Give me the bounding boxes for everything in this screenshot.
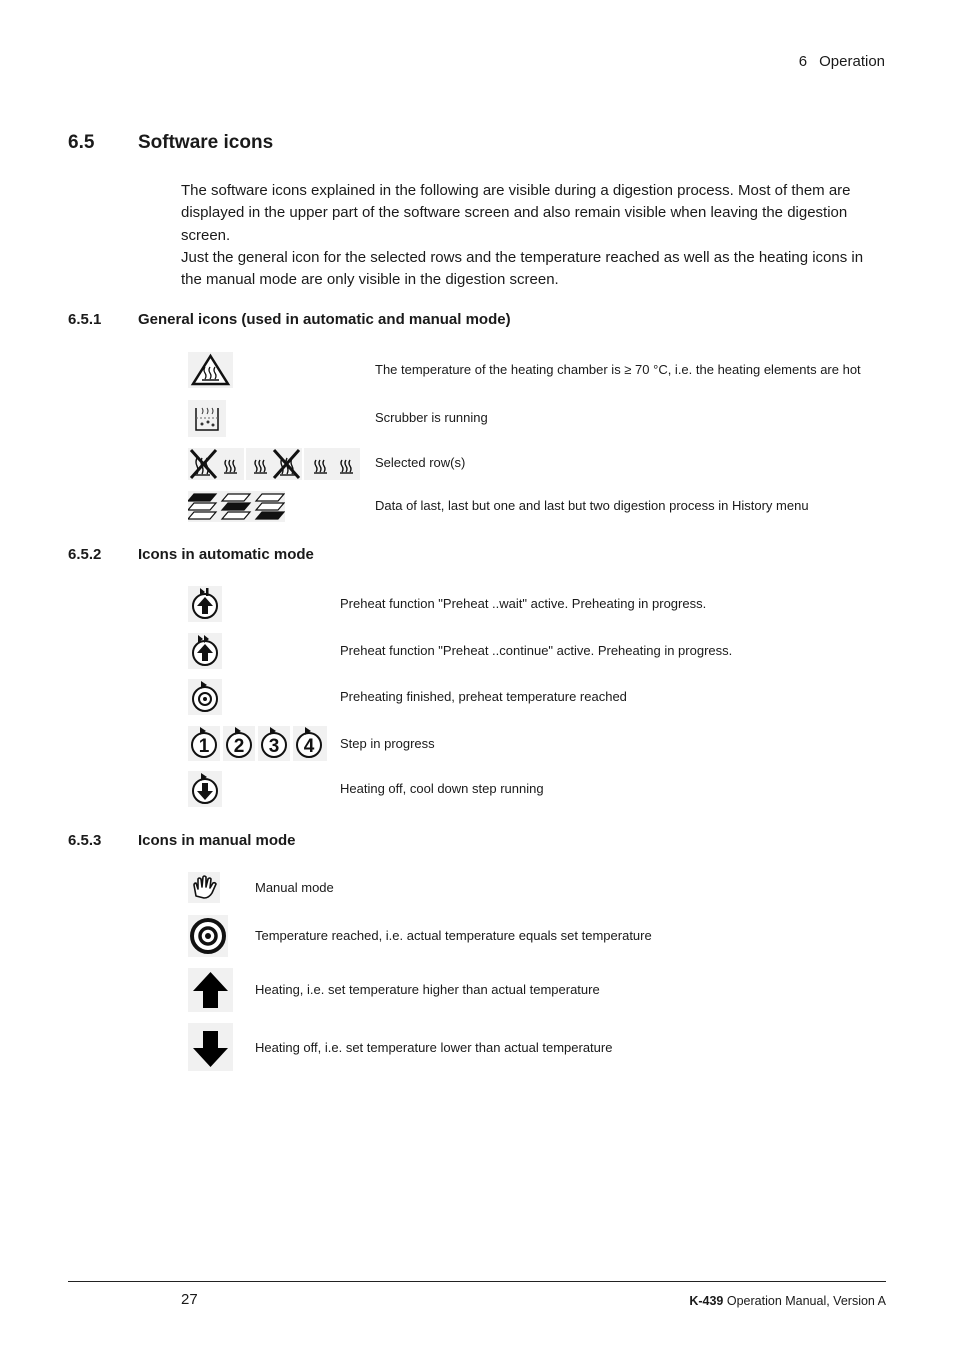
- chapter-title: Operation: [819, 53, 885, 70]
- automatic-desc: Preheat function "Preheat ..wait" active. Preheating in progress.: [340, 596, 707, 611]
- subsection-number: 6.5.2: [68, 546, 102, 563]
- step-label: 1: [198, 736, 210, 757]
- selected-rows-icons: [188, 448, 360, 480]
- arrow-down-icon: [188, 1023, 233, 1071]
- general-desc: Data of last, last but one and last but two digestion process in History menu: [375, 498, 809, 513]
- preheat-finished-icon: [188, 679, 222, 715]
- general-desc: Selected row(s): [375, 455, 466, 470]
- automatic-desc: Preheat function "Preheat ..continue" active. Preheating in progress.: [340, 643, 733, 658]
- step-label: 2: [233, 736, 245, 757]
- subsection-title: General icons (used in automatic and manual mode): [138, 311, 511, 328]
- scrubber-icon: [188, 400, 226, 437]
- subsection-title: Icons in manual mode: [138, 832, 296, 849]
- target-icon: [188, 915, 228, 957]
- product-name: K-439: [689, 1294, 724, 1308]
- subsection-heading-general: [68, 311, 511, 328]
- automatic-desc: Preheating finished, preheat temperature reached: [340, 689, 627, 704]
- section-title: Software icons: [138, 132, 274, 153]
- subsection-heading-manual: [68, 832, 296, 849]
- doc-title: Operation Manual, Version A: [726, 1294, 886, 1308]
- page-number: 27: [181, 1291, 198, 1308]
- preheat-wait-icon: [188, 586, 222, 622]
- manual-mode-hand-icon: [188, 872, 220, 903]
- intro-paragraph: The software icons explained in the following are visible during a digestion process. Most of them are displayed in the upper part of the software screen and also remain visible when leaving the digestion screen.: [181, 182, 851, 244]
- subsection-number: 6.5.1: [68, 311, 102, 328]
- section-heading: [68, 132, 273, 154]
- step-icons: [188, 726, 327, 761]
- arrow-up-icon: [188, 968, 233, 1012]
- chapter-number: 6: [798, 53, 808, 70]
- cool-down-icon: [188, 771, 222, 807]
- hot-warning-icon: [188, 352, 233, 388]
- step-label: 3: [268, 736, 280, 757]
- manual-desc: Heating off, i.e. set temperature lower than actual temperature: [255, 1040, 613, 1055]
- automatic-desc: Step in progress: [340, 736, 435, 751]
- subsection-heading-automatic: [68, 546, 314, 563]
- footer-doc-info: [689, 1294, 886, 1308]
- general-desc: Scrubber is running: [375, 410, 488, 425]
- footer-divider: [68, 1281, 886, 1282]
- manual-desc: Manual mode: [255, 880, 334, 895]
- running-header: [799, 53, 885, 70]
- step-label: 4: [303, 736, 315, 757]
- automatic-desc: Heating off, cool down step running: [340, 781, 544, 796]
- manual-desc: Heating, i.e. set temperature higher than actual temperature: [255, 982, 600, 997]
- manual-desc: Temperature reached, i.e. actual temperature equals set temperature: [255, 928, 652, 943]
- preheat-continue-icon: [188, 633, 222, 669]
- intro-text: [181, 180, 881, 291]
- history-icons: [188, 491, 285, 522]
- subsection-title: Icons in automatic mode: [138, 546, 314, 563]
- intro-paragraph: Just the general icon for the selected rows and the temperature reached as well as the heating icons in the manual mode are only visible in the digestion screen.: [181, 248, 864, 289]
- subsection-number: 6.5.3: [68, 832, 102, 849]
- general-desc: The temperature of the heating chamber is ≥ 70 °C, i.e. the heating elements are hot: [375, 362, 861, 377]
- section-number: 6.5: [68, 132, 95, 153]
